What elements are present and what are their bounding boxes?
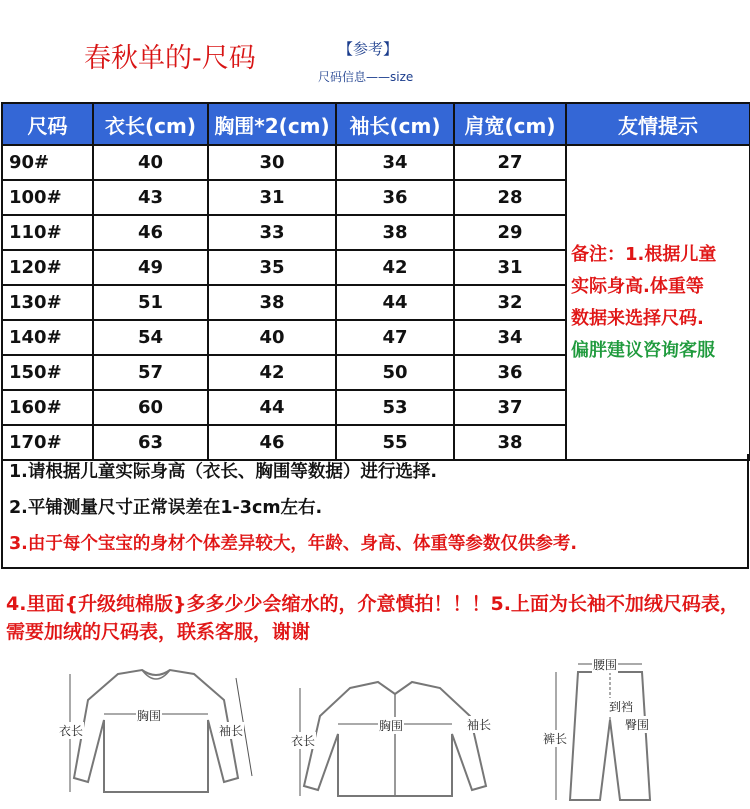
- measurement-cell: 27: [454, 145, 566, 180]
- measurement-cell: 38: [454, 425, 566, 460]
- measurement-cell: 28: [454, 180, 566, 215]
- measurement-cell: 44: [336, 285, 454, 320]
- measurement-cell: 30: [208, 145, 336, 180]
- measurement-cell: 31: [454, 250, 566, 285]
- measurement-cell: 46: [208, 425, 336, 460]
- size-cell: 170#: [2, 425, 93, 460]
- measurement-cell: 60: [93, 390, 208, 425]
- measurement-cell: 34: [336, 145, 454, 180]
- note-line: 1.请根据儿童实际身高（衣长、胸围等数据）进行选择.: [9, 462, 437, 482]
- tip-line: 实际身高.体重等: [571, 275, 704, 297]
- tip-cell: [566, 145, 750, 460]
- note-line: 2.平铺测量尺寸正常误差在1-3cm左右.: [9, 498, 323, 518]
- measurement-cell: 29: [454, 215, 566, 250]
- column-header: 友情提示: [566, 103, 750, 145]
- measurement-cell: 51: [93, 285, 208, 320]
- hip-label: 臀围: [625, 718, 650, 732]
- measurement-cell: 37: [454, 390, 566, 425]
- measurement-cell: 31: [208, 180, 336, 215]
- table-header-row: [2, 103, 750, 145]
- column-header: 尺码: [2, 103, 93, 145]
- column-header: 胸围*2(cm): [208, 103, 336, 145]
- length-label: 裤长: [543, 732, 568, 746]
- size-cell: 90#: [2, 145, 93, 180]
- length-label: 衣长: [291, 734, 316, 748]
- chest-label: 胸围: [137, 709, 162, 723]
- tip-line: 备注：1.根据儿童: [571, 243, 717, 265]
- measurement-cell: 49: [93, 250, 208, 285]
- reference-subtitle: 尺码信息——size: [318, 70, 414, 84]
- shirt-diagram: [290, 676, 500, 800]
- measurement-cell: 33: [208, 215, 336, 250]
- measurement-cell: 46: [93, 215, 208, 250]
- measurement-cell: 42: [336, 250, 454, 285]
- size-cell: 150#: [2, 355, 93, 390]
- notes-box: [1, 454, 749, 569]
- tip-line: 数据来选择尺码.: [571, 307, 704, 329]
- measurement-cell: 32: [454, 285, 566, 320]
- size-table: [1, 102, 750, 461]
- tee-diagram: [56, 660, 256, 800]
- measurement-cell: 44: [208, 390, 336, 425]
- note-line: 3.由于每个宝宝的身材个体差异较大，年龄、身高、体重等参数仅供参考.: [9, 534, 577, 554]
- measurement-cell: 43: [93, 180, 208, 215]
- inseam-label: 到裆: [609, 700, 634, 714]
- measurement-cell: 50: [336, 355, 454, 390]
- waist-label: 腰围: [593, 658, 618, 672]
- tip-line: 偏胖建议咨询客服: [571, 339, 715, 361]
- measurement-cell: 34: [454, 320, 566, 355]
- measurement-cell: 57: [93, 355, 208, 390]
- size-cell: 130#: [2, 285, 93, 320]
- column-header: 袖长(cm): [336, 103, 454, 145]
- column-header: 衣长(cm): [93, 103, 208, 145]
- measurement-cell: 36: [454, 355, 566, 390]
- sleeve-label: 袖长: [219, 724, 244, 738]
- reference-label: 【参考】: [338, 40, 399, 58]
- measurement-cell: 38: [208, 285, 336, 320]
- chest-label: 胸围: [379, 719, 404, 733]
- shirt-outline-icon: [290, 676, 500, 800]
- measurement-cell: 54: [93, 320, 208, 355]
- measurement-cell: 40: [208, 320, 336, 355]
- size-cell: 120#: [2, 250, 93, 285]
- measurement-cell: 53: [336, 390, 454, 425]
- page-title: 春秋单的-尺码: [84, 43, 256, 74]
- length-label: 衣长: [59, 724, 84, 738]
- table-row: [2, 145, 750, 180]
- measurement-cell: 42: [208, 355, 336, 390]
- measurement-cell: 55: [336, 425, 454, 460]
- measurement-cell: 36: [336, 180, 454, 215]
- measurement-cell: 40: [93, 145, 208, 180]
- extra-note: 4.里面{升级纯棉版}多多少少会缩水的，介意慎拍！！！5.上面为长袖不加绒尺码表，需要加绒的尺码表，联系客服，谢谢: [6, 593, 739, 643]
- measurement-cell: 38: [336, 215, 454, 250]
- size-cell: 160#: [2, 390, 93, 425]
- size-cell: 100#: [2, 180, 93, 215]
- measurement-cell: 63: [93, 425, 208, 460]
- sleeve-label: 袖长: [467, 718, 492, 732]
- column-header: 肩宽(cm): [454, 103, 566, 145]
- size-cell: 140#: [2, 320, 93, 355]
- measurement-cell: 35: [208, 250, 336, 285]
- size-cell: 110#: [2, 215, 93, 250]
- measurement-cell: 47: [336, 320, 454, 355]
- pants-diagram: [540, 660, 670, 802]
